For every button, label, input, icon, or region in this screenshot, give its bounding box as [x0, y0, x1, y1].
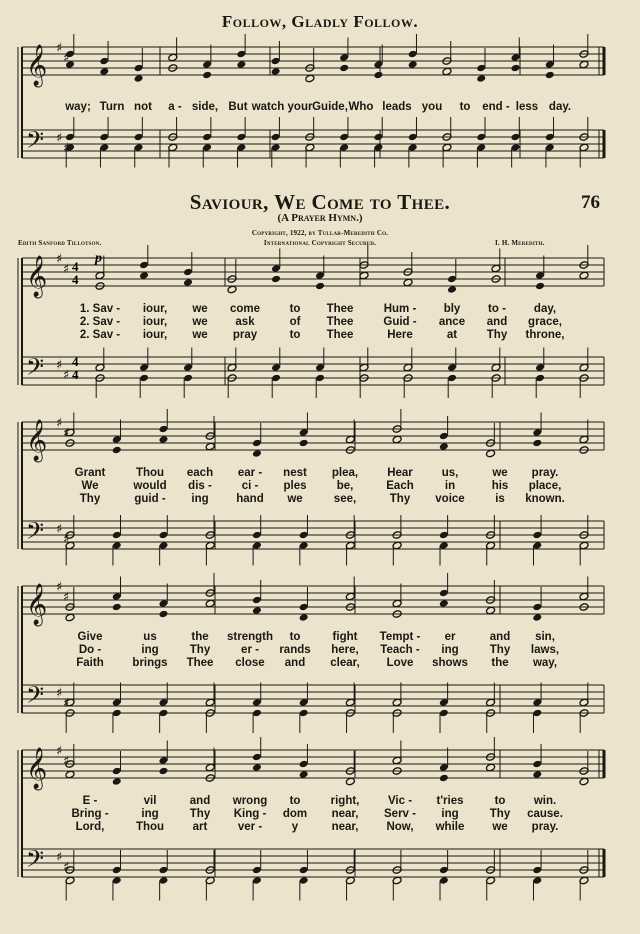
hymn-number: 76 — [581, 192, 600, 213]
sharp-icon: ♯ — [63, 860, 70, 875]
verse-word: Faith — [76, 657, 104, 669]
verse-word: and — [189, 795, 211, 807]
sharp-icon: ♯ — [56, 416, 63, 431]
verse-word: to — [289, 329, 301, 341]
sharp-icon: ♯ — [56, 850, 63, 865]
verse-word: near, — [331, 821, 359, 833]
verse-word: ver - — [237, 821, 263, 833]
alto-note — [227, 285, 237, 294]
alto-note — [579, 777, 589, 786]
verse-word: to — [289, 795, 301, 807]
verse-word: in — [444, 480, 456, 492]
verse-word: bly — [443, 303, 461, 315]
verse-word: Here — [387, 329, 413, 341]
alto-note — [158, 435, 168, 444]
lyric-word: leads — [382, 101, 412, 113]
sharp-icon: ♯ — [63, 51, 70, 66]
verse-word: known. — [525, 493, 565, 505]
lyric-word: day. — [548, 101, 572, 113]
lyric-word: way; — [65, 101, 91, 113]
alto-note — [299, 770, 309, 779]
alto-note — [439, 599, 449, 608]
alto-note — [236, 60, 246, 69]
alto-note — [65, 770, 75, 779]
treble-clef-icon: 𝄞 — [26, 420, 48, 461]
alto-note — [112, 446, 122, 455]
composer-credit: I. H. Meredith. — [495, 239, 545, 247]
sharp-icon: ♯ — [56, 744, 63, 759]
verse-word: would — [133, 480, 167, 492]
verse-word: and — [486, 316, 508, 328]
alto-note — [112, 603, 122, 612]
verse-word: we — [492, 821, 508, 833]
lyric-word: Guide, — [312, 101, 348, 113]
alto-note — [439, 774, 449, 783]
sharp-icon: ♯ — [56, 131, 63, 146]
lyric-word: watch — [251, 101, 285, 113]
verse-word: ples — [283, 480, 307, 492]
treble-clef-icon: 𝄞 — [26, 584, 48, 625]
verse-word: vil — [143, 795, 157, 807]
treble-staff — [22, 47, 604, 75]
verse-word: shows — [432, 657, 468, 669]
verse-word: to — [494, 795, 506, 807]
verse-word: while — [435, 821, 465, 833]
sharp-icon: ♯ — [63, 262, 70, 277]
alto-note — [202, 71, 212, 80]
bass-clef-icon: 𝄢 — [26, 681, 45, 714]
verse-word: place, — [528, 480, 562, 492]
verse-word: ing — [441, 644, 459, 656]
alto-note — [205, 442, 215, 451]
verse-word: throne, — [525, 329, 565, 341]
verse-word: Thy — [79, 493, 101, 505]
verse-word: right, — [330, 795, 360, 807]
alto-note — [183, 278, 193, 287]
verse-word: Bring - — [71, 808, 109, 820]
sharp-icon: ♯ — [63, 368, 70, 383]
verse-word: er - — [241, 644, 259, 656]
sharp-icon: ♯ — [56, 358, 63, 373]
alto-note — [205, 599, 215, 608]
verse-word: here, — [331, 644, 359, 656]
verse-word: ing — [141, 808, 159, 820]
verse-word: us, — [441, 467, 459, 479]
bass-staff — [22, 685, 604, 713]
verse-word: King - — [233, 808, 267, 820]
sharp-icon: ♯ — [56, 580, 63, 595]
verse-word: and — [489, 631, 511, 643]
verse-word: nest — [283, 467, 307, 479]
verse-word: to - — [488, 303, 506, 315]
alto-note — [579, 60, 589, 69]
alto-note — [359, 271, 369, 280]
alto-note — [65, 613, 75, 622]
alto-note — [139, 271, 149, 280]
verse-word: be, — [336, 480, 354, 492]
previous-hymn-title: Follow, Gladly Follow. — [221, 12, 419, 31]
verse-word: ance — [438, 316, 466, 328]
verse-word: plea, — [331, 467, 359, 479]
lyric-word: end - — [482, 101, 510, 113]
alto-note — [532, 770, 542, 779]
alto-note — [545, 71, 555, 80]
treble-staff — [22, 422, 604, 450]
verse-word: of — [289, 316, 301, 328]
alto-note — [271, 67, 281, 76]
verse-word: laws, — [530, 644, 560, 656]
alto-note — [134, 74, 144, 83]
sharp-icon: ♯ — [63, 754, 70, 769]
verse-word: dis - — [188, 480, 212, 492]
alto-note — [403, 278, 413, 287]
lyric-word: side, — [191, 101, 219, 113]
hymn-title: Saviour, We Come to Thee. — [189, 190, 451, 214]
verse-word: Vic - — [387, 795, 413, 807]
alto-note — [579, 271, 589, 280]
verse-word: wrong — [232, 795, 268, 807]
alto-note — [532, 439, 542, 448]
verse-word: Give — [77, 631, 103, 643]
sharp-icon: ♯ — [63, 532, 70, 547]
lyric-word: not — [134, 101, 152, 113]
verse-word: we — [492, 467, 508, 479]
verse-word: t'ries — [436, 795, 464, 807]
treble-staff — [22, 258, 604, 286]
alto-note — [439, 442, 449, 451]
alto-note — [158, 767, 168, 776]
verse-word: day, — [533, 303, 557, 315]
time-signature-top: 4 — [72, 259, 79, 274]
alto-note — [252, 606, 262, 615]
verse-word: Thee — [326, 303, 354, 315]
verse-word: Thee — [186, 657, 214, 669]
alto-note — [486, 449, 496, 458]
verse-word: brings — [132, 657, 168, 669]
verse-word: ci - — [241, 480, 259, 492]
verse-word: we — [192, 329, 208, 341]
verse-word: Thou — [135, 467, 165, 479]
alto-note — [373, 71, 383, 80]
verse-word: Hum - — [383, 303, 417, 315]
alto-note — [442, 67, 452, 76]
time-signature-top-bass: 4 — [72, 354, 79, 369]
verse-word: Teach - — [380, 644, 420, 656]
verse-word: Hear — [387, 467, 413, 479]
verse-word: Thy — [489, 644, 511, 656]
sharp-icon: ♯ — [63, 141, 70, 156]
alto-note — [252, 763, 262, 772]
alto-note — [486, 606, 496, 615]
verse-word: Thou — [135, 821, 165, 833]
verse-word: close — [235, 657, 265, 669]
verse-word: dom — [282, 808, 308, 820]
alto-note — [339, 64, 349, 73]
verse-word: to — [289, 631, 301, 643]
verse-word: er — [444, 631, 456, 643]
verse-word: iour, — [142, 329, 168, 341]
verse-word: us — [143, 631, 157, 643]
verse-word: near, — [331, 808, 359, 820]
dynamic-mark: p — [95, 251, 102, 266]
verse-word: see, — [333, 493, 357, 505]
verse-word: ear - — [237, 467, 263, 479]
verse-word: Grant — [74, 467, 106, 479]
verse-word: Thy — [389, 493, 411, 505]
verse-word: iour, — [142, 316, 168, 328]
verse-word: rands — [279, 644, 311, 656]
copyright-line-2: International Copyright Secured. — [263, 239, 377, 247]
hymn-subtitle: (A Prayer Hymn.) — [277, 212, 363, 224]
verse-word: E - — [82, 795, 98, 807]
verse-word: Tempt - — [379, 631, 421, 643]
lyric-word: less — [515, 101, 539, 113]
verse-word: his — [491, 480, 509, 492]
bass-staff — [22, 521, 604, 549]
alto-note — [345, 777, 355, 786]
alto-note — [299, 439, 309, 448]
verse-word: ing — [441, 808, 459, 820]
lyric-word: your — [287, 101, 313, 113]
verse-word: Each — [386, 480, 414, 492]
verse-word: ask — [235, 316, 255, 328]
verse-word: Thee — [326, 316, 354, 328]
alto-note — [299, 613, 309, 622]
verse-word: pray. — [531, 467, 559, 479]
verse-word: Lord, — [75, 821, 105, 833]
verse-word: Thy — [486, 329, 508, 341]
verse-word: Thy — [189, 808, 211, 820]
verse-word: cause. — [527, 808, 563, 820]
verse-word: fight — [332, 631, 358, 643]
verse-word: iour, — [142, 303, 168, 315]
bass-clef-icon: 𝄢 — [26, 845, 45, 878]
lyric-word: to — [459, 101, 471, 113]
lyric-word: a - — [168, 101, 182, 113]
lyric-word: Turn — [99, 101, 125, 113]
alto-note — [486, 763, 496, 772]
verse-word: Serv - — [384, 808, 416, 820]
alto-note — [510, 64, 520, 73]
verse-word: ing — [191, 493, 209, 505]
verse-word: 2. Sav - — [79, 329, 121, 341]
sharp-icon: ♯ — [56, 252, 63, 267]
lyric-word: But — [228, 101, 248, 113]
treble-clef-icon: 𝄞 — [26, 748, 48, 789]
bass-staff — [22, 849, 604, 877]
verse-word: Thee — [326, 329, 354, 341]
sharp-icon: ♯ — [63, 696, 70, 711]
treble-staff — [22, 750, 604, 778]
verse-word: hand — [236, 493, 264, 505]
alto-note — [99, 67, 109, 76]
verse-word: grace, — [528, 316, 562, 328]
verse-word: Thy — [189, 644, 211, 656]
alto-note — [315, 282, 325, 291]
sharp-icon: ♯ — [56, 686, 63, 701]
treble-clef-icon: 𝄞 — [26, 45, 48, 86]
alto-note — [252, 449, 262, 458]
alto-note — [535, 282, 545, 291]
treble-clef-icon: 𝄞 — [26, 256, 48, 297]
verse-word: we — [287, 493, 303, 505]
verse-word: at — [446, 329, 458, 341]
treble-staff — [22, 586, 604, 614]
verse-word: strength — [227, 631, 273, 643]
verse-word: art — [192, 821, 208, 833]
verse-word: is — [495, 493, 505, 505]
alto-note — [392, 435, 402, 444]
bass-clef-icon: 𝄢 — [26, 353, 45, 386]
verse-word: and — [284, 657, 306, 669]
verse-word: each — [186, 467, 214, 479]
verse-word: 2. Sav - — [79, 316, 121, 328]
verse-word: Do - — [78, 644, 102, 656]
verse-word: y — [291, 821, 299, 833]
verse-word: 1. Sav - — [79, 303, 121, 315]
sharp-icon: ♯ — [56, 41, 63, 56]
verse-word: way, — [532, 657, 558, 669]
verse-word: Guid - — [383, 316, 417, 328]
verse-word: voice — [435, 493, 465, 505]
verse-word: Now, — [386, 821, 414, 833]
alto-note — [158, 610, 168, 619]
verse-word: Thy — [489, 808, 511, 820]
bass-clef-icon: 𝄢 — [26, 517, 45, 550]
verse-word: sin, — [535, 631, 555, 643]
verse-word: win. — [533, 795, 557, 807]
alto-note — [476, 74, 486, 83]
lyric-word: you — [421, 101, 443, 113]
bass-staff — [22, 357, 604, 385]
verse-word: the — [191, 631, 209, 643]
lyric-word: Who — [348, 101, 374, 113]
verse-word: the — [491, 657, 509, 669]
verse-word: clear, — [330, 657, 360, 669]
verse-word: pray. — [531, 821, 559, 833]
sharp-icon: ♯ — [63, 590, 70, 605]
alto-note — [408, 60, 418, 69]
verse-word: come — [229, 303, 261, 315]
verse-word: pray — [232, 329, 258, 341]
verse-word: We — [81, 480, 99, 492]
verse-word: we — [192, 316, 208, 328]
alto-note — [305, 74, 315, 83]
verse-word: guid - — [134, 493, 166, 505]
copyright-line-1: Copyright, 1922, by Tullar-Meredith Co. — [251, 229, 389, 237]
sharp-icon: ♯ — [56, 522, 63, 537]
verse-word: to — [289, 303, 301, 315]
time-signature-bottom: 4 — [72, 272, 79, 287]
alto-note — [271, 275, 281, 284]
lyricist-credit: Edith Sanford Tillotson. — [18, 239, 102, 247]
time-signature-bottom-bass: 4 — [72, 367, 79, 382]
bass-clef-icon: 𝄢 — [26, 126, 45, 159]
alto-note — [447, 285, 457, 294]
verse-word: we — [192, 303, 208, 315]
verse-word: ing — [141, 644, 159, 656]
verse-word: Love — [386, 657, 414, 669]
alto-note — [112, 777, 122, 786]
alto-note — [532, 613, 542, 622]
sharp-icon: ♯ — [63, 426, 70, 441]
